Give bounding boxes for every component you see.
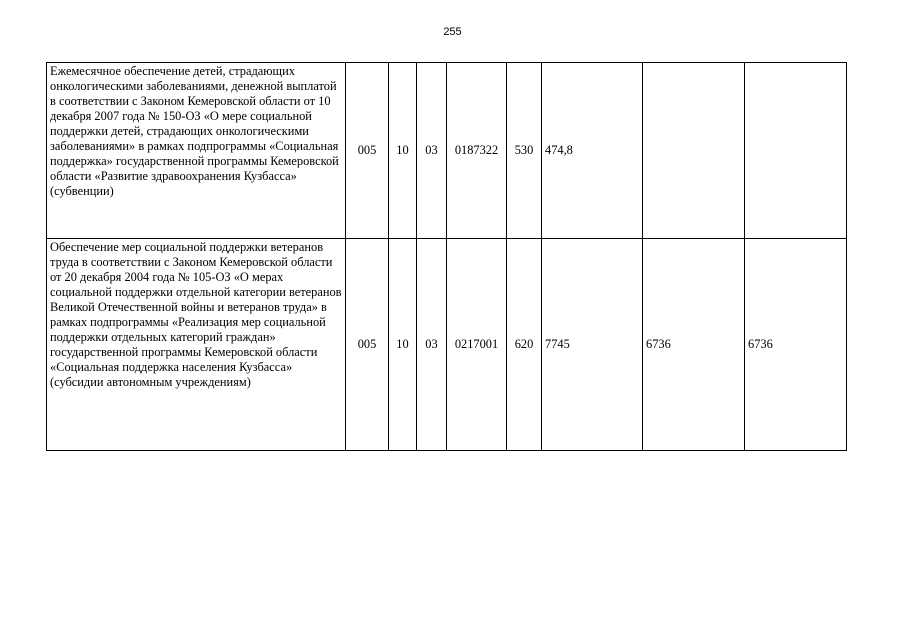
section-code: 10 (389, 63, 417, 239)
amount-year-1: 7745 (542, 239, 643, 451)
amount-year-2 (643, 63, 745, 239)
amount-year-1: 474,8 (542, 63, 643, 239)
table-row (47, 63, 847, 239)
amount-year-3: 6736 (745, 239, 847, 451)
budget-table (46, 62, 847, 451)
expense-type-code: 530 (507, 63, 542, 239)
page-number: 255 (443, 26, 462, 38)
section-code: 10 (389, 239, 417, 451)
subsection-code: 03 (417, 63, 447, 239)
table-row (47, 239, 847, 451)
department-code: 005 (346, 63, 389, 239)
amount-year-3 (745, 63, 847, 239)
target-article-code: 0187322 (447, 63, 507, 239)
department-code: 005 (346, 239, 389, 451)
subsection-code: 03 (417, 239, 447, 451)
row-description: Ежемесячное обеспечение детей, страдающих онкологическими заболеваниями, денежной выплатой в соответствии с Законом Кемеровской области от 10 декабря 2007 года № 150-ОЗ «О мере социальной поддержки детей, страдающих онкологическими заболеваниями» в рамках подпрограммы «Социальная поддержка» государственной программы Кемеровской области «Развитие здравоохранения Кузбасса» (субвенции) (47, 63, 346, 239)
target-article-code: 0217001 (447, 239, 507, 451)
expense-type-code: 620 (507, 239, 542, 451)
amount-year-2: 6736 (643, 239, 745, 451)
row-description: Обеспечение мер социальной поддержки ветеранов труда в соответствии с Законом Кемеровской области от 20 декабря 2004 года № 105-ОЗ «О мерах социальной поддержки отдельной категории ветеранов Великой Отечественной войны и ветеранов труда» в рамках подпрограммы «Реализация мер социальной поддержки отдельных категорий граждан» государственной программы Кемеровской области «Социальная поддержка населения Кузбасса» (субсидии автономным учреждениям) (47, 239, 346, 451)
